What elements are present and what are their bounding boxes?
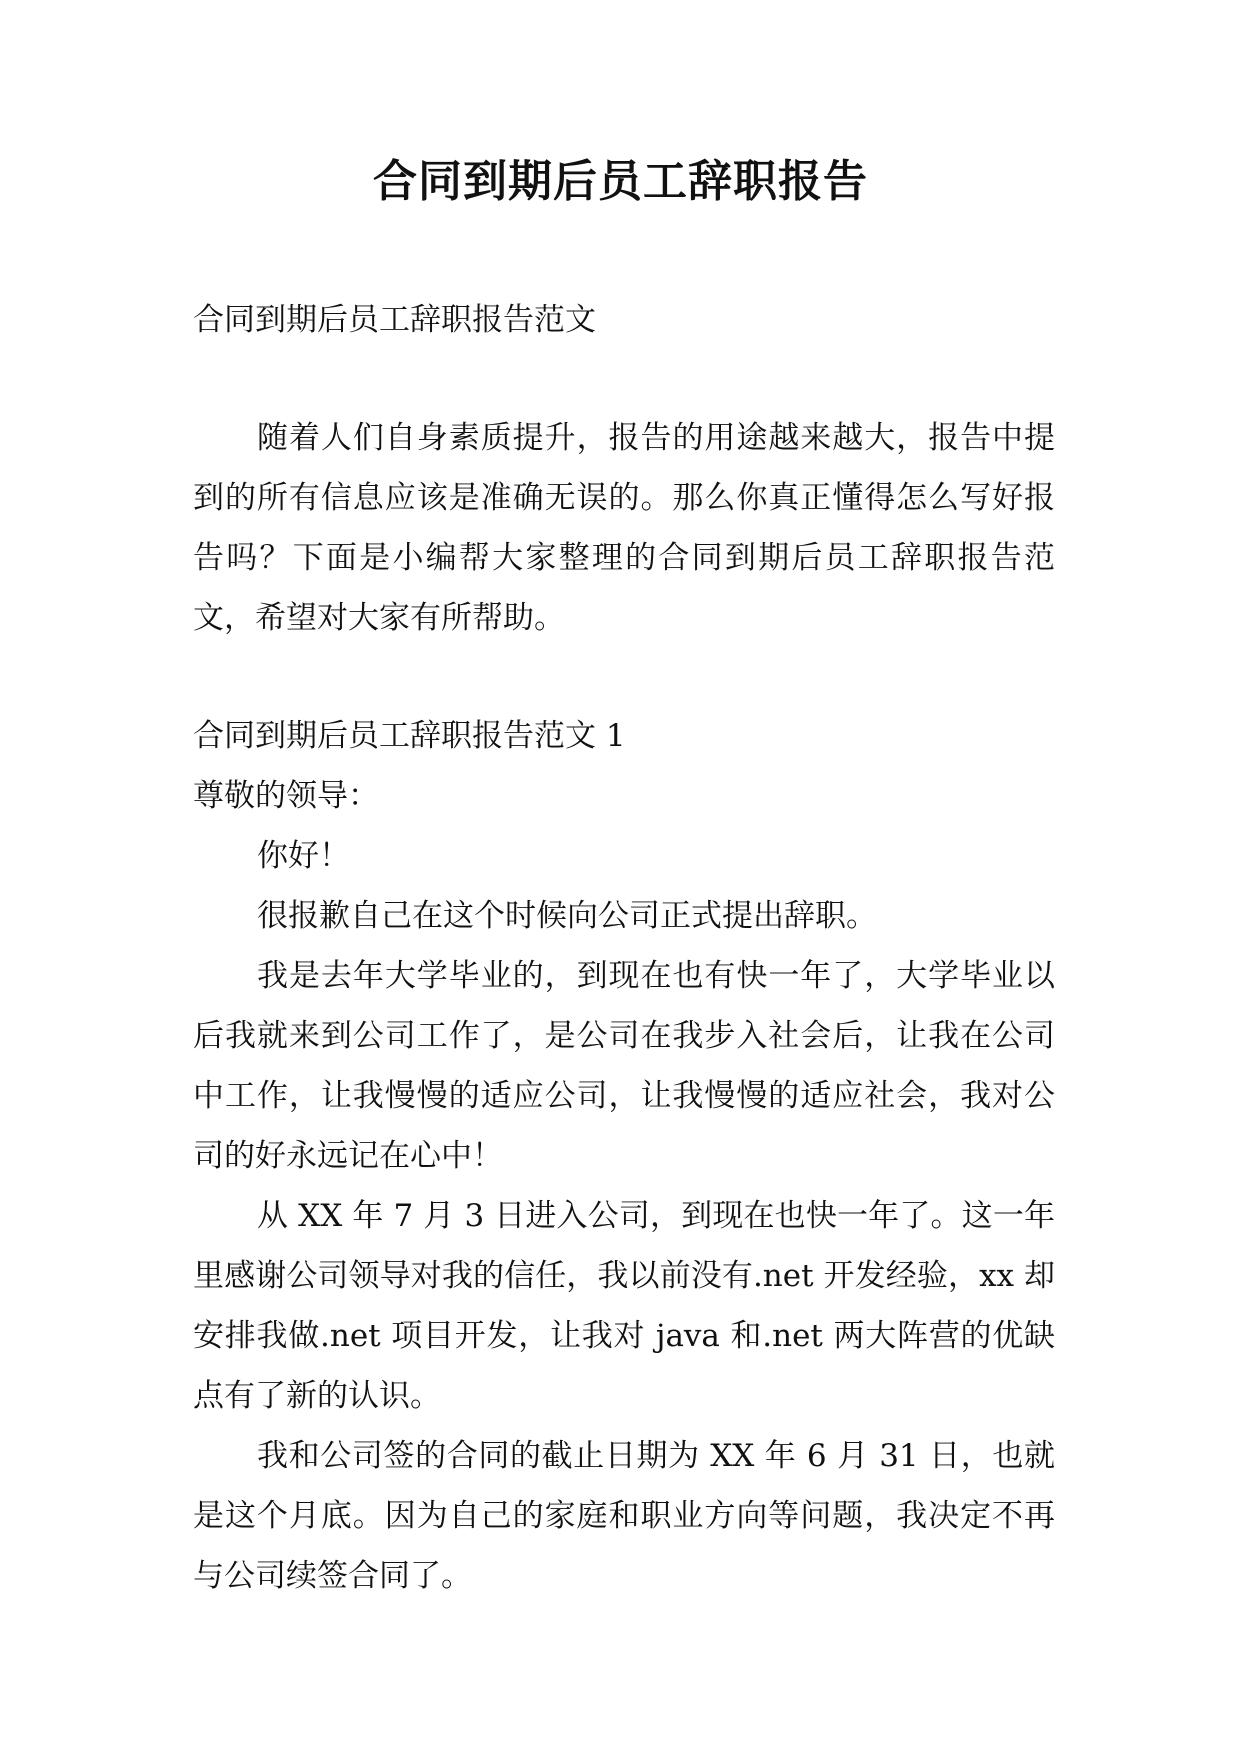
body-paragraph: 我是去年大学毕业的，到现在也有快一年了，大学毕业以后我就来到公司工作了，是公司在我步入社会后，让我在公司中工作，让我慢慢的适应公司，让我慢慢的适应社会，我对公司的好永远记在心中！	[193, 958, 1055, 1174]
document-subtitle: 合同到期后员工辞职报告范文	[193, 302, 596, 338]
salutation: 尊敬的领导：	[193, 778, 379, 814]
body-paragraph: 很报歉自己在这个时候向公司正式提出辞职。	[257, 898, 877, 934]
document-title: 合同到期后员工辞职报告	[373, 156, 868, 207]
intro-paragraph: 随着人们自身素质提升，报告的用途越来越大，报告中提到的所有信息应该是准确无误的。那么你真正懂得怎么写好报告吗？下面是小编帮大家整理的合同到期后员工辞职报告范文，希望对大家有所帮助。	[193, 420, 1055, 636]
body-paragraph: 我和公司签的合同的截止日期为 XX 年 6 月 31 日，也就是这个月底。因为自己的家庭和职业方向等问题，我决定不再与公司续签合同了。	[193, 1438, 1055, 1594]
section-heading: 合同到期后员工辞职报告范文 1	[193, 718, 626, 754]
body-paragraph: 从 XX 年 7 月 3 日进入公司，到现在也快一年了。这一年里感谢公司领导对我的信任，我以前没有.net 开发经验，xx 却安排我做.net 项目开发，让我对 java 和.net 两大阵营的优缺点有了新的认识。	[193, 1198, 1055, 1414]
document-body	[193, 290, 1055, 1606]
greeting: 你好！	[257, 838, 350, 874]
